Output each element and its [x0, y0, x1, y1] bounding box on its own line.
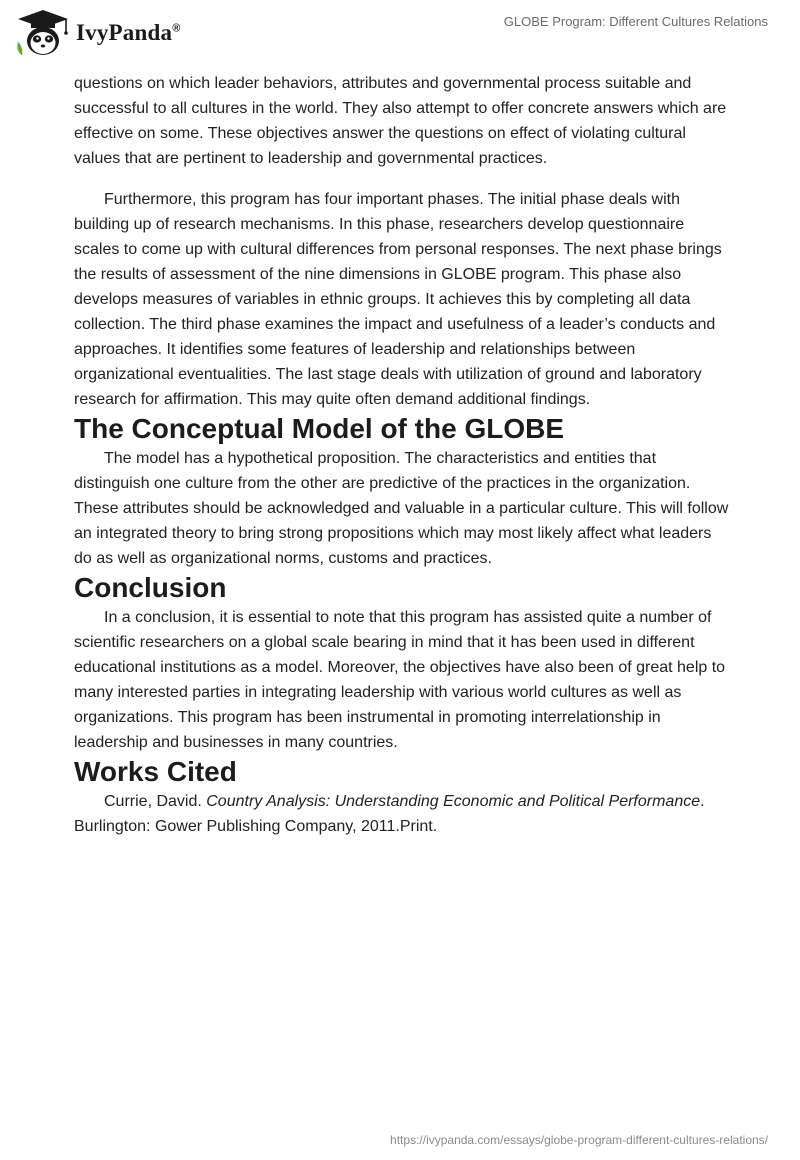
- citation-title: Country Analysis: Understanding Economic and Political Performance: [206, 793, 701, 810]
- heading-conclusion: Conclusion: [74, 572, 227, 603]
- heading-conceptual-model: The Conceptual Model of the GLOBE: [74, 413, 564, 444]
- page-header: [0, 0, 800, 62]
- logo-text: IvyPanda®: [76, 20, 181, 45]
- document-title: GLOBE Program: Different Cultures Relations: [503, 14, 768, 29]
- essay-content: [74, 71, 730, 839]
- citation-entry: [74, 789, 730, 839]
- citation-publisher: . Burlington: Gower Publishing Company, 2011.Print.: [74, 793, 705, 835]
- logo[interactable]: [14, 8, 181, 58]
- citation-author: Currie, David.: [104, 793, 207, 810]
- heading-works-cited: Works Cited: [74, 756, 237, 787]
- paragraph-objectives: questions on which leader behaviors, attributes and governmental process suitable and successful to all cultures in the world. They also attempt to offer concrete answers which are effective on some. These objectives answer the questions on effect of violating cultural values that are pertinent to leadership and governmental practices.: [74, 75, 727, 167]
- paragraph-model: The model has a hypothetical proposition. The characteristics and entities that distinguish one culture from the other are predictive of the practices in the organization. These attributes should be acknowledged and valuable in a particular culture. This will follow an integrated theory to bring strong propositions which may most likely affect what leaders do as well as organizational norms, customs and practices.: [74, 450, 729, 567]
- paragraph-conclusion: In a conclusion, it is essential to note that this program has assisted quite a number of scientific researchers on a global scale bearing in mind that it has been used in different educational institutions as a model. Moreover, the objectives have also been of great help to many interested parties in integrating leadership with various world cultures as well as organizations. This program has been instrumental in promoting interrelationship in leadership and businesses in many countries.: [74, 609, 726, 751]
- paragraph-phases: Furthermore, this program has four important phases. The initial phase deals with building up of research mechanisms. In this phase, researchers develop questionnaire scales to come up with cultural differences from personal responses. The next phase brings the results of assessment of the nine dimensions in GLOBE program. This phase also develops measures of variables in ethnic groups. It achieves this by completing all data collection. The third phase examines the impact and usefulness of a leader’s conducts and approaches. It identifies some features of leadership and relationships between organizational eventualities. The last stage deals with utilization of ground and laboratory research for affirmation. This may quite often demand additional findings.: [74, 191, 722, 408]
- registered-mark: ®: [172, 22, 181, 35]
- source-url[interactable]: https://ivypanda.com/essays/globe-program-different-cultures-relations/: [390, 1133, 768, 1147]
- panda-graduation-cap-icon: [14, 8, 72, 58]
